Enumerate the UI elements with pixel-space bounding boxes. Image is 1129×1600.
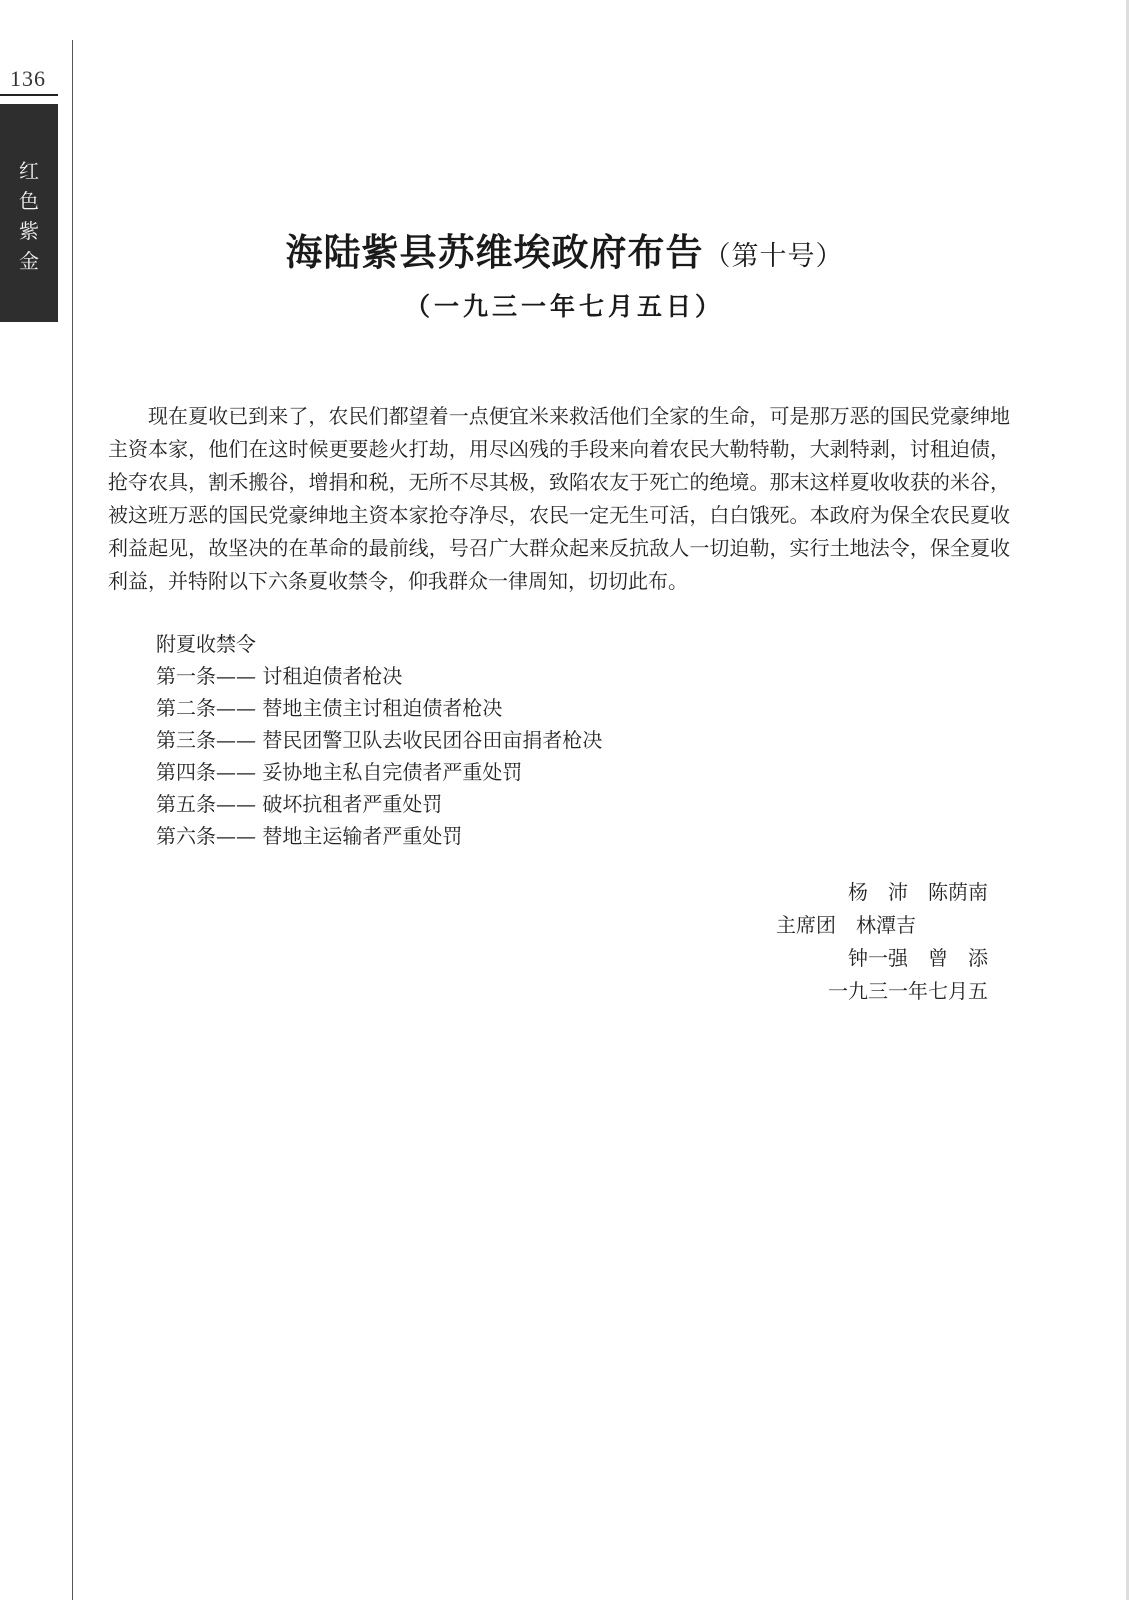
signature-date: 一九三一年七月五 [828, 979, 988, 1003]
signature-line: 杨 沛 陈荫南 [848, 880, 988, 904]
page-number-rule [0, 94, 58, 96]
side-tab-char: 红 [19, 159, 39, 183]
document-date-subtitle: （一九三一年七月五日） [404, 292, 724, 321]
signature-line: 钟一强 曾 添 [848, 946, 988, 970]
side-tab-char: 色 [19, 189, 39, 213]
body-paragraph: 现在夏收已到来了，农民们都望着一点便宜米来救活他们全家的生命，可是那万恶的国民党豪绅地主资本家，他们在这时候更要趁火打劫，用尽凶残的手段来向着农民大勒特勒，大剥特剥，讨租迫债，抢夺农具，割禾搬谷，增捐和税，无所不尽其极，致陷农友于死亡的绝境。那末这样夏收收获的米谷，被这班万恶的国民党豪绅地主资本家抢夺净尽，农民一定无生可活，白白饿死。本政府为保全农民夏收利益起见，故坚决的在革命的最前线，号召广大群众起来反抗敌人一切迫勒，实行土地法令，保全夏收利益，并特附以下六条夏收禁令，仰我群众一律周知，切切此布。 [108, 404, 1010, 593]
prohibition-list [156, 628, 602, 852]
signature-block [776, 876, 988, 1008]
prohibition-item: 第三条—— 替民团警卫队去收民团谷田亩捐者枪决 [156, 728, 603, 752]
prohibition-item: 第六条—— 替地主运输者严重处罚 [156, 824, 463, 848]
prohibition-item: 第一条—— 讨租迫债者枪决 [156, 664, 403, 688]
signature-line: 主席团 林潭吉 [776, 913, 916, 937]
title-main: 海陆紫县苏维埃政府布告 [285, 230, 704, 274]
body-text [108, 400, 1010, 598]
prohibition-heading: 附夏收禁令 [156, 632, 256, 656]
prohibition-item: 第五条—— 破坏抗租者严重处罚 [156, 792, 443, 816]
side-tab-char: 紫 [19, 219, 39, 243]
page-number: 136 [10, 66, 46, 91]
document-title [0, 222, 1129, 276]
prohibition-item: 第四条—— 妥协地主私自完债者严重处罚 [156, 760, 523, 784]
prohibition-item: 第二条—— 替地主债主讨租迫债者枪决 [156, 696, 503, 720]
side-tab-char: 金 [19, 249, 39, 273]
title-suffix: （第十号） [703, 241, 844, 272]
